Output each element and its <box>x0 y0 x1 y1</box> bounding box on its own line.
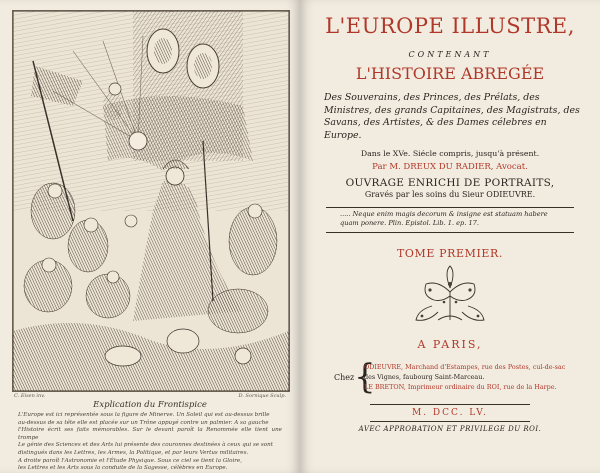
caption-line: L'Europe est ici représentée sous la figure de Minerve. Un Soleil qui est au-dessus brille <box>18 412 270 418</box>
caption-line: Le génie des Sciences et des Arts lui présente des couronnes destinées à ceux qui se sont <box>18 442 274 449</box>
city-line: A PARIS, <box>417 338 483 351</box>
caption-line: au-dessus de sa tête elle est placée sur un Trône appuyé contre un palmier. A sa gauche <box>18 419 269 426</box>
frontispiece-engraving <box>12 10 290 392</box>
caption-text <box>18 412 282 473</box>
caption-line: les Lettres et les Arts sous la conduite de la Sagesse, célèbres en Europe. <box>18 465 228 472</box>
chez-label: Chez <box>334 373 355 382</box>
book-description: Des Souverains, des Princes, des Prélats, des Ministres, des grands Capitaines, des Magistrats, des Savans, des Artistes, & des Dames célebres en Europe. <box>324 92 580 141</box>
privilege-line: AVEC APPROBATION ET PRIVILEGE DU ROI. <box>358 425 542 433</box>
publication-year: M. DCC. LV. <box>411 408 489 418</box>
period-line: Dans le XVe. Siécle compris, jusqu'à présent. <box>360 149 540 158</box>
printers-ornament <box>408 262 492 328</box>
imprint-lines <box>364 362 586 392</box>
engraved-by-line: Gravés par les soins du Sieur ODIEUVRE. <box>364 190 536 199</box>
caption-line: A droite paroît l'Astronomie et l'Étude Physique. Sous ce ciel se tient la Gloire, <box>18 457 243 464</box>
book-title: L'EUROPE ILLUSTRE, <box>325 14 575 38</box>
divider-rule <box>326 232 574 233</box>
brace-symbol: { <box>354 357 376 397</box>
volume-label: TOME PREMIER. <box>396 247 504 260</box>
caption-line: distingués dans les Lettres, les Armes, la Politique, et par leurs Vertus militaires. <box>18 449 249 456</box>
engraver-credit-left: C. Eisen inv. <box>14 393 46 399</box>
book-subtitle: L'HISTOIRE ABREGÉE <box>355 64 545 83</box>
imprint-line: des Vignes, faubourg Saint-Marceau. <box>364 373 485 381</box>
divider-rule <box>326 207 574 208</box>
divider-rule <box>370 404 530 405</box>
engraver-credit-right: D. Sornique Sculp. <box>238 393 286 399</box>
imprint-block <box>334 357 584 400</box>
portraits-line: OUVRAGE ENRICHI DE PORTRAITS, <box>345 177 555 189</box>
engraving-illustration <box>13 11 289 391</box>
caption-title: Explication du Frontispice <box>93 400 207 410</box>
imprint-line: LE BRETON, Imprimeur ordinaire du ROI, rue de la Harpe. <box>364 383 557 391</box>
contenant-label: CONTENANT <box>408 50 492 59</box>
latin-epigraph: ..... Neque enim magis decorum & insigne est statuam habere quam ponere. Plin. Epistol. Lib. 1. ep. 17. <box>340 210 548 227</box>
caption-line: l'Histoire écrit ses faits mémorables. Sur le devant paroît la Renommée elle tient une trompe <box>18 427 282 441</box>
divider-rule <box>370 421 530 422</box>
title-page <box>300 0 600 473</box>
imprint-line: ODIEUVRE, Marchand d'Estampes, rue des Postes, cul-de-sac <box>364 363 566 371</box>
author-line: Par M. DREUX DU RADIER, Avocat. <box>372 162 528 172</box>
